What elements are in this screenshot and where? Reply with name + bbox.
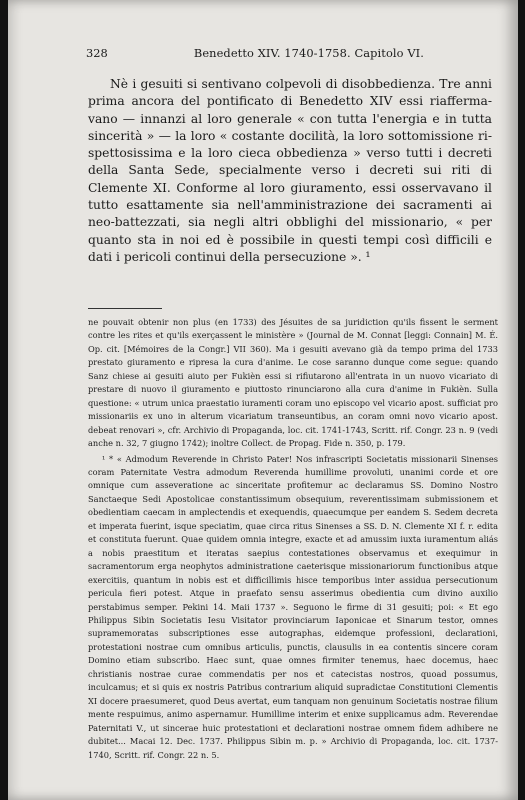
footnote-1: ¹ * « Admodum Reverende in Christo Pater! Nos infrascripti Societatis missionarii Sinenses coram Paternitate Vestra admodum Reverenda humillime provoluti, unanimi corde et ore omnique cum asseveratione ac sinceritate profitemur ac declaramus SS. Domino Nostro Sanctaeque Sedi Apostolicae constantissimum obsequium, reverentissimam submissionem et obedientiam caecam in amplectendis et exequendis, quaecumque per eandem S. Sedem decreta et imperata fuerint, isque speciatim, quae circa ritus Sinenses a SS. D. N. Clemente XI f. r. edita et constituta fuerunt. Quae quidem omnia integre, exacte et ad amussim iuxta iuramentum aliás a nobis praestitum et iteratas saepius contestationes observamus et exequimur in sacramentorum erga neophytos administratione caeterisque missionariorum functionibus atque exercitiis, quantum in nobis est et difficillimis hisce temporibus inter assiduа persecutionum pericula fieri potest. Atque in praefato sensu asserimus obedientia cum divino auxilio perstabimus semper. Pekini 14. Maii 1737 ». Seguono le firme di 31 gesuiti; poi: « Et ego Philippus Sibin Societatis Iesu Visitator provinciarum Iaponicae et Sinarum testor, omnes supramemoratas subscriptiones esse autographas, eidemque professioni, declarationi, protestationi nostrae cum omnibus articulis, punctis, clausulis in ea contentis sincere coram Domino etiam subscribo. Haec sunt, quae omnes firmiter tenemus, haec docemus, haec christianis nostrae curae commendatis per nos et catecistas nostros, quoad possumus, inculcamus; et si quis ex nostris Patribus contrarium aliquid supradictae Constitutioni Clementis XI docere praesumeret, quod Deus avertat, eum tanquam non genuinum Societatis nostrae filium mente respuimus, animo aspernamur. Humillime interim et enixe supplicamus adm. Reverendae Paternitati V., ut sincerae huic protestationi et declarationi nostrae omnem fidem adhibere ne dubitet... Macai 12. Dec. 1737. Philippus Sibin m. p. » Archivio di Propaganda, loc. cit. 1737-1740, Scritt. rif. Congr. 22 n. 5. bbox=[88, 453, 498, 760]
page-header bbox=[86, 46, 474, 60]
footnotes bbox=[88, 316, 498, 762]
footnote-separator bbox=[88, 308, 162, 309]
running-title: Benedetto XIV. 1740-1758. Capitolo VI. bbox=[193, 46, 424, 60]
footnote-continuation: ne pouvait obtenir non plus (en 1733) des Jésuites de sa juridiction qu'ils fissent le serment contre les rites et qu'ils exerçassent le ministère » (Journal de M. Connat [leggi: Connain] M. É. Op. cit. [Mémoires de la Congr.] VII 360). Ma i gesuiti avevano già da tempo prima del 1733 prestato giuramento e ripresa la cura d'anime. Le cose saranno dunque come segue: quando Sanz chiese ai gesuiti aiuto per Fukièn essi si rifiutarono all'entrata in un nuovo vicariato di prestare di nuovo il giuramento e piuttosto rinunciarono alla cura d'anime in Fukièn. Sulla questione: « utrum unica praestatio iuramenti coram uno episcopo vel vicario apost. sufficiat pro missionariis ex uno in alterum vicariatum transeuntibus, an coram omni novo vicario apost. debeat renovari », cfr. Archivio di Propaganda, loc. cit. 1741-1743, Scritt. rif. Congr. 23 n. 9 (vedi anche n. 32, 7 giugno 1742); inoltre Collect. de Propag. Fide n. 350, p. 179. bbox=[88, 317, 498, 449]
page-number: 328 bbox=[86, 46, 108, 60]
book-page bbox=[8, 0, 518, 800]
main-paragraph: Nè i gesuiti si sentivano colpevoli di disobbedienza. Tre anni prima ancora del pontificato di Benedetto XIV essi riaffermavano — innanzi al loro generale « con tutta l'energia e in tutta sincerità » — la loro « costante docilità, la loro sottomissione rispettosissima e la loro cieca obbedienza » verso tutti i decreti della Santa Sede, specialmente verso i decreti sui riti di Clemente XI. Conforme al loro giuramento, essi osservavano il tutto esattamente sia nell'amministrazione dei sacramenti ai neo-battezzati, sia negli altri obblighi del missionario, « per quanto sta in noi ed è possibile in questi tempi così difficili e dati i pericoli continui della persecuzione ». ¹ bbox=[88, 77, 492, 264]
